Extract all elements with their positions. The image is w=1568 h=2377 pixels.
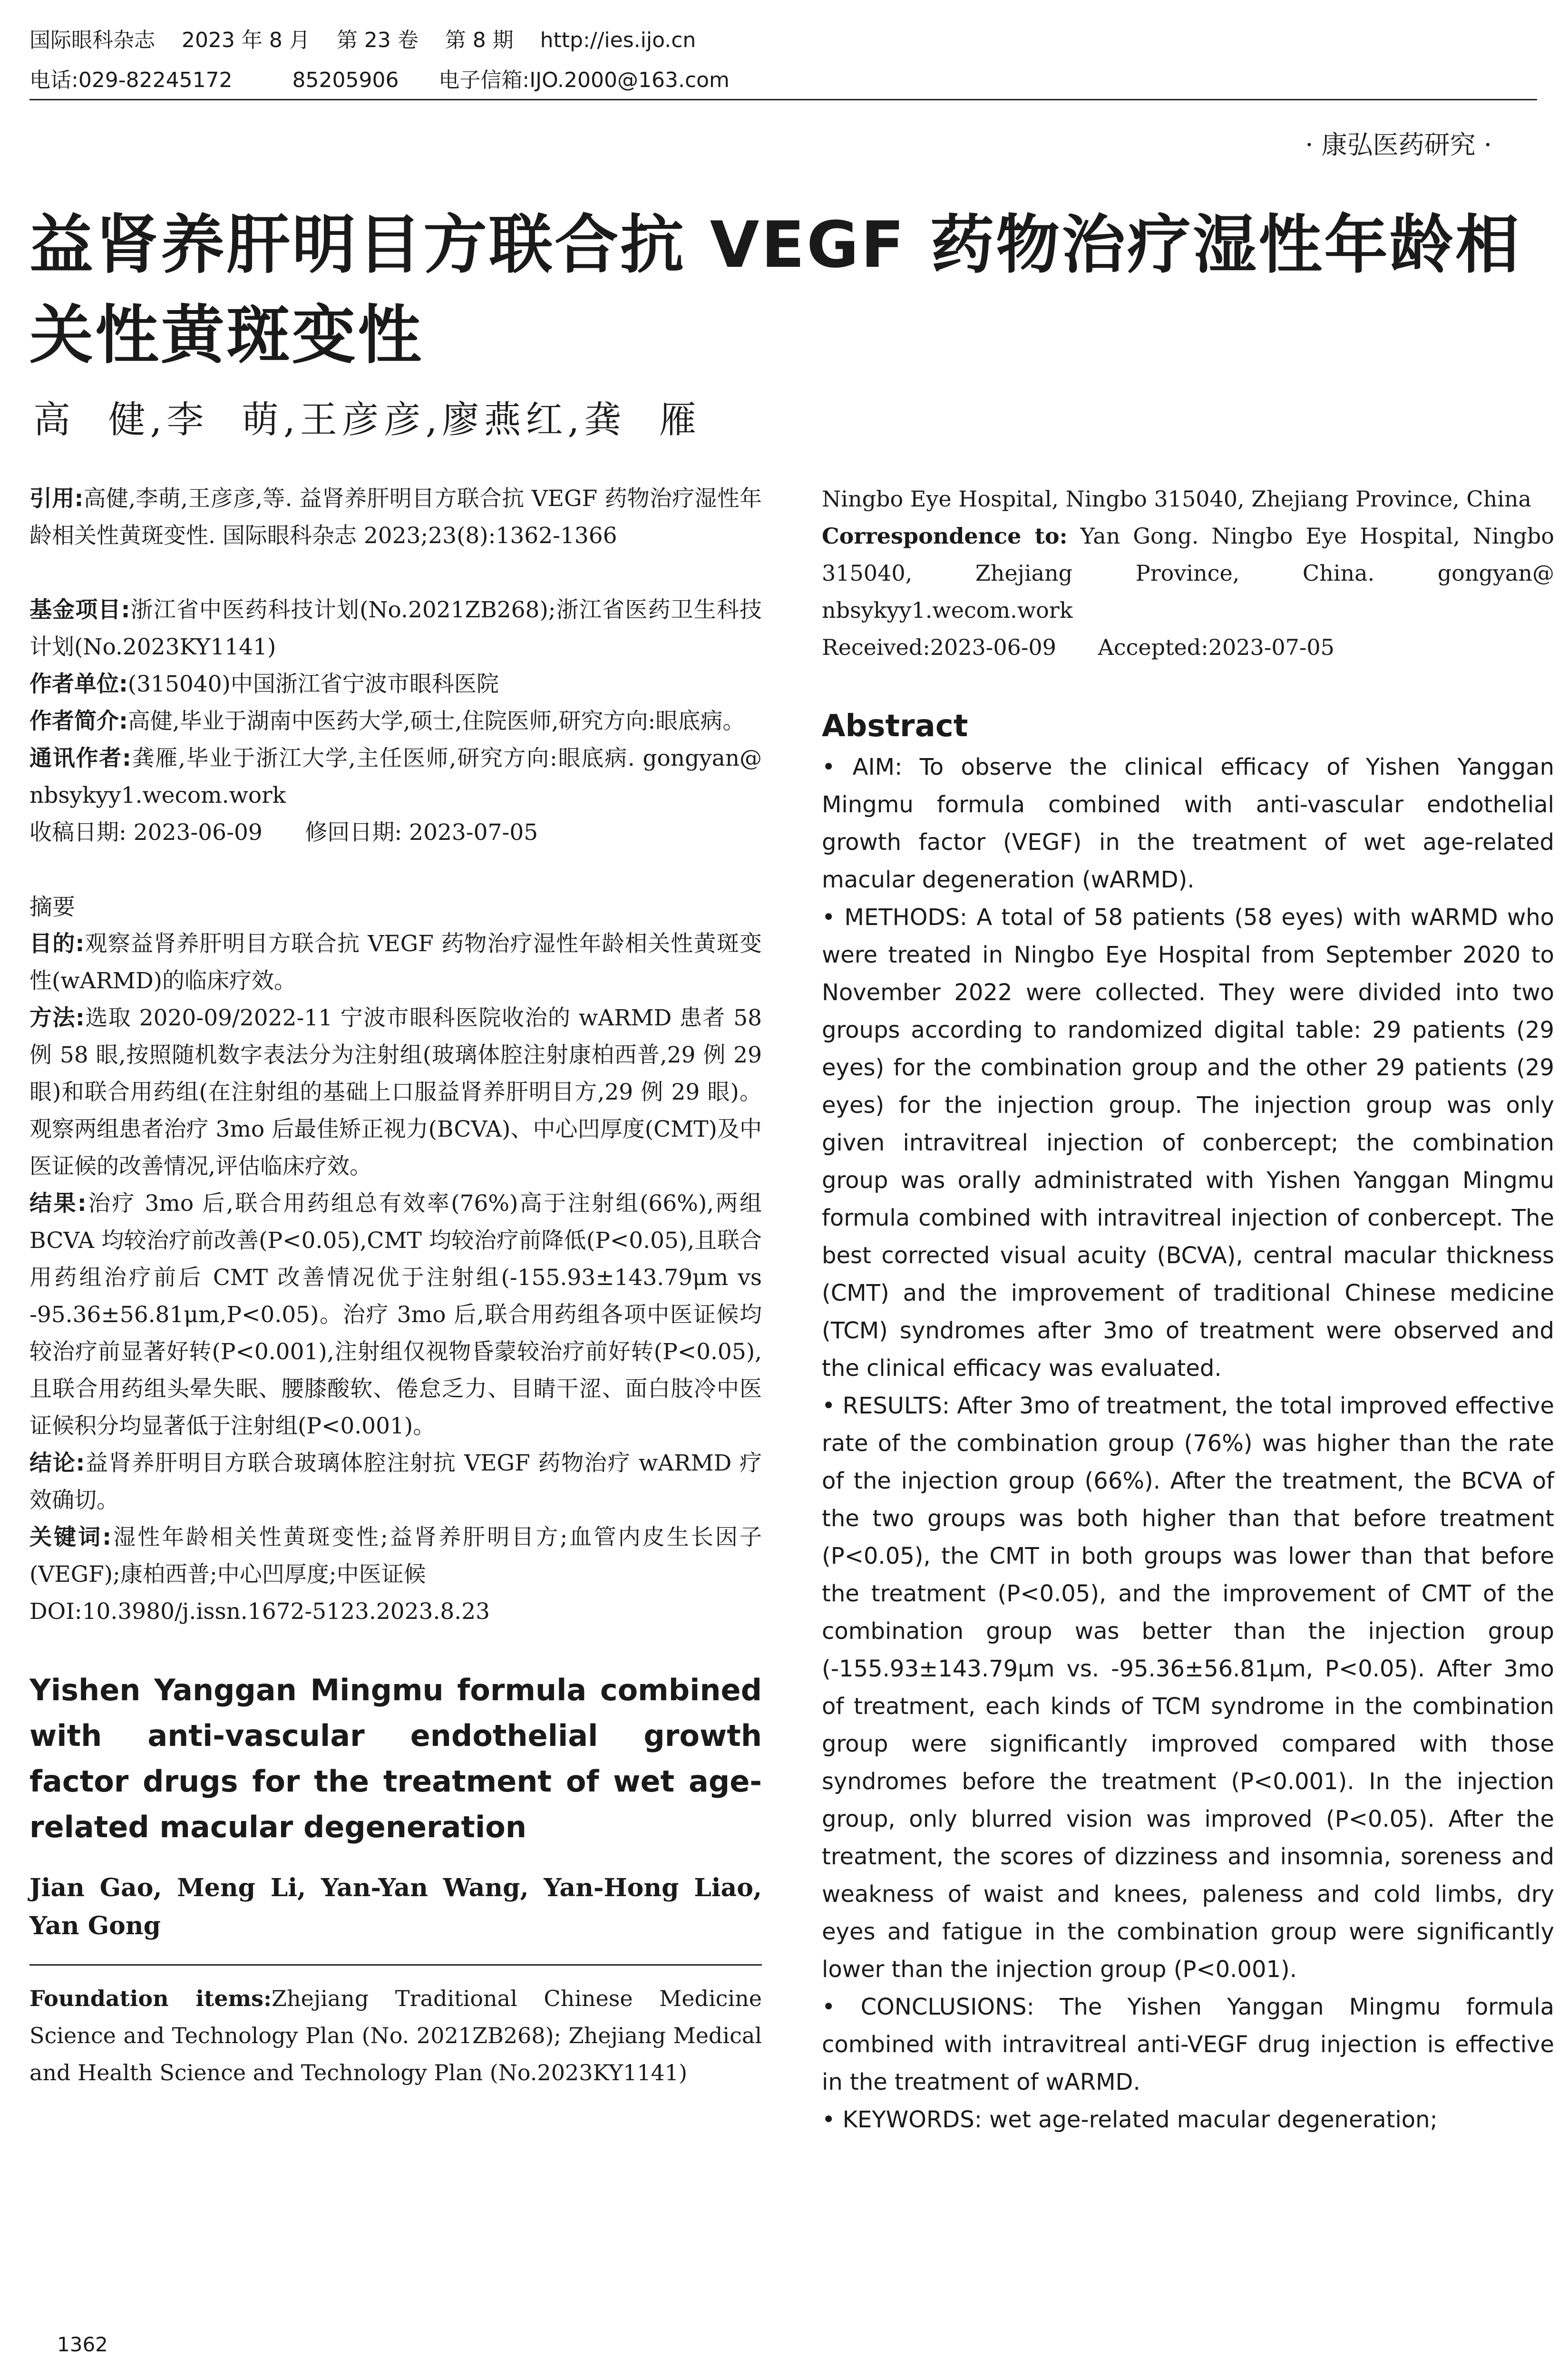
keywords-en: • KEYWORDS: wet age-related macular degeneration; <box>822 2106 1438 2133</box>
correspondence-text: Yan Gong. Ningbo Eye Hospital, Ningbo 315040, Zhejiang Province, China. gongyan@ nbsykyy1.wecom.work <box>822 523 1555 623</box>
article-title-cn: 益肾养肝明目方联合抗 VEGF 药物治疗湿性年龄相关性黄斑变性 <box>29 208 1521 372</box>
corresponding-author <box>29 740 762 814</box>
section-divider <box>29 1964 762 1966</box>
citation <box>29 480 762 555</box>
foundation-text: Zhejiang Traditional Chinese Medicine Science and Technology Plan (No. 2021ZB268); Zhejiang Medical and Health Science and Technology Plan (No.2023KY1141) <box>29 1986 762 2085</box>
abstract-methods-en: • METHODS: A total of 58 patients (58 eyes) with wARMD who were treated in Ningbo Eye Hospital from September 2020 to November 2022 were collected. They were divided into two groups according to randomized digital table: 29 patients (29 eyes) for the combination group and the other 29 patients (29 eyes) for the injection group. The injection group was only given intravitreal injection of conbercept; the combination group was orally administrated with Yishen Yanggan Mingmu formula combined with intravitreal injection of conbercept. The best corrected visual acuity (BCVA), central macular thickness (CMT) and the improvement of traditional Chinese medicine (TCM) syndromes after 3mo of treatment were observed and the clinical efficacy was evaluated. <box>822 904 1554 1382</box>
abstract-aim-cn <box>29 925 762 1000</box>
received-dates-cn: 收稿日期: 2023-06-09 修回日期: 2023-07-05 <box>29 819 538 846</box>
keywords-cn <box>29 1519 762 1593</box>
abstract-methods-cn <box>29 1000 762 1185</box>
correspondence-en <box>822 517 1554 629</box>
foundation-label: Foundation items: <box>29 1986 272 2011</box>
methods-label: 方法: <box>29 1005 85 1031</box>
methods-text: 选取 2020-09/2022-11 宁波市眼科医院收治的 wARMD 患者 58 例 58 眼,按照随机数字表法分为注射组(玻璃体腔注射康柏西普,29 例 29 眼)和联合用药组(在注射组的基础上口服益肾养肝明目方,29 例 29 眼)。观察两组患者治疗 3mo 后最佳矫正视力(BCVA)、中心凹厚度(CMT)及中医证候的改善情况,评估临床疗效。 <box>29 1005 762 1179</box>
abstract-aim-en: • AIM: To observe the clinical efficacy of Yishen Yanggan Mingmu formula combined with anti-vascular endothelial growth factor (VEGF) in the treatment of wet age-related macular degeneration (wARMD). <box>822 754 1554 893</box>
abstract-conclusion-cn <box>29 1445 762 1519</box>
received-dates-en: Received:2023-06-09 Accepted:2023-07-05 <box>822 634 1334 660</box>
conclusion-label: 结论: <box>29 1450 85 1476</box>
unit-text: (315040)中国浙江省宁波市眼科医院 <box>127 671 499 697</box>
article-title-en: Yishen Yanggan Mingmu formula combined with anti-vascular endothelial growth factor drugs for the treatment of wet age-related macular degeneration <box>29 1673 762 1844</box>
corr-label: 通讯作者: <box>29 745 131 771</box>
bio-label: 作者简介: <box>29 708 128 734</box>
page-number: 1362 <box>57 2333 108 2356</box>
keywords-label: 关键词: <box>29 1524 112 1550</box>
abstract-heading-en: Abstract <box>822 709 968 744</box>
results-label: 结果: <box>29 1190 87 1217</box>
conclusion-text: 益肾养肝明目方联合玻璃体腔注射抗 VEGF 药物治疗 wARMD 疗效确切。 <box>29 1450 762 1513</box>
affiliation-en: Ningbo Eye Hospital, Ningbo 315040, Zhejiang Province, China <box>822 486 1531 512</box>
authors-cn: 高 健,李 萌,王彦彦,廖燕红,龚 雁 <box>33 399 701 441</box>
right-column <box>822 480 1554 2139</box>
author-bio <box>29 703 762 740</box>
aim-label: 目的: <box>29 931 85 957</box>
journal-contact-info: 电话:029-82245172 85205906 电子信箱:IJO.2000@163.com <box>29 68 730 92</box>
doi: DOI:10.3980/j.issn.1672-5123.2023.8.23 <box>29 1598 490 1625</box>
fund-label: 基金项目: <box>29 597 130 623</box>
abstract-conclusions-en: • CONCLUSIONS: The Yishen Yanggan Mingmu formula combined with intravitreal anti-VEGF drug injection is effective in the treatment of wARMD. <box>822 1994 1554 2095</box>
fund-info <box>29 592 762 666</box>
column-tag: · 康弘医药研究 · <box>1305 130 1492 160</box>
authors-en: Jian Gao, Meng Li, Yan-Yan Wang, Yan-Hong Liao, Yan Gong <box>29 1873 762 1940</box>
correspondence-label: Correspondence to: <box>822 523 1068 549</box>
author-unit <box>29 666 762 703</box>
aim-text: 观察益肾养肝明目方联合抗 VEGF 药物治疗湿性年龄相关性黄斑变性(wARMD)的临床疗效。 <box>29 931 762 994</box>
citation-text: 高健,李萌,王彦彦,等. 益肾养肝明目方联合抗 VEGF 药物治疗湿性年龄相关性黄斑变性. 国际眼科杂志 2023;23(8):1362-1366 <box>29 486 762 549</box>
results-text: 治疗 3mo 后,联合用药组总有效率(76%)高于注射组(66%),两组 BCVA 均较治疗前改善(P<0.05),CMT 均较治疗前降低(P<0.05),且联合用药组治疗前后 CMT 改善情况优于注射组(-155.93±143.79μm vs -95.36±56.81μm,P<0.05)。治疗 3mo 后,联合用药组各项中医证候均较治疗前显著好转(P<0.001),注射组仅视物昏蒙较治疗前好转(P<0.05),且联合用药组头晕失眠、腰膝酸软、倦怠乏力、目睛干涩、面白肢冷中医证候积分均显著低于注射组(P<0.001)。 <box>29 1190 762 1439</box>
abstract-heading-cn: 摘要 <box>29 894 76 920</box>
keywords-text: 湿性年龄相关性黄斑变性;益肾养肝明目方;血管内皮生长因子(VEGF);康柏西普;中心凹厚度;中医证候 <box>29 1524 762 1588</box>
corr-text: 龚雁,毕业于浙江大学,主任医师,研究方向:眼底病. gongyan@ nbsykyy1.wecom.work <box>29 745 762 809</box>
left-column <box>29 480 762 2091</box>
abstract-results-cn <box>29 1185 762 1445</box>
foundation-items-en <box>29 1980 762 2091</box>
unit-label: 作者单位: <box>29 671 128 697</box>
fund-text: 浙江省中医药科技计划(No.2021ZB268);浙江省医药卫生科技计划(No.2023KY1141) <box>29 597 762 660</box>
citation-label: 引用: <box>29 486 84 512</box>
header-divider <box>29 99 1537 100</box>
abstract-results-en: • RESULTS: After 3mo of treatment, the total improved effective rate of the combination group (76%) was higher than the rate of the injection group (66%). After the treatment, the BCVA of the two groups was both higher than that before treatment (P<0.05), the CMT in both groups was lower than that before the treatment (P<0.05), and the improvement of CMT of the combination group was better than the injection group (-155.93±143.79μm vs. -95.36±56.81μm, P<0.05). After 3mo of treatment, each kinds of TCM syndrome in the combination group were significantly improved compared with those syndromes before the treatment (P<0.001). In the injection group, only blurred vision was improved (P<0.05). After the treatment, the scores of dizziness and insomnia, soreness and weakness of waist and knees, paleness and cold limbs, dry eyes and fatigue in the combination group were significantly lower than the injection group (P<0.001). <box>822 1393 1554 1983</box>
bio-text: 高健,毕业于湖南中医药大学,硕士,住院医师,研究方向:眼底病。 <box>127 708 745 734</box>
journal-header-info: 国际眼科杂志 2023 年 8 月 第 23 卷 第 8 期 http://ies.ijo.cn <box>29 28 696 52</box>
